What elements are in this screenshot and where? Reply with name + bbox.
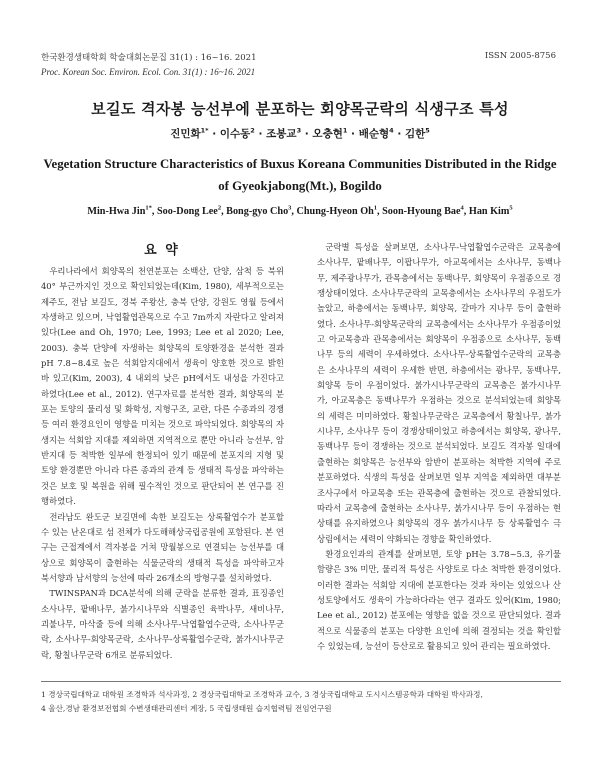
author-name: Chung-Hyeon Oh	[296, 206, 374, 217]
author-affiliation-mark: 5	[509, 204, 513, 212]
author-name: 배순형	[358, 128, 390, 140]
abstract-paragraph: 전라남도 완도군 보길면에 속한 보길도는 상록활엽수가 분포할 수 있는 난온대로 섬 전체가 다도해해상국립공원에 포함된다. 본 연구는 근접계에서 격자봉을 거쳐 망월봉으로 연결되는 능선부를 대상으로 회양목이 출현하는 식물군락의 생태적 특성을 파악하고자 북서향과 남서향의 능선에 따라 26개소의 방형구를 설치하였다.	[41, 511, 284, 583]
author-affiliation-mark: 5	[425, 126, 430, 135]
author-name: 조봉교	[266, 128, 297, 140]
author-name: Bong-gyo Cho	[226, 206, 289, 217]
author-name: 김한	[404, 128, 426, 140]
author-name: Soon-Hyoung Bae	[382, 206, 461, 217]
author-list-en: Min-Hwa Jin$^{1*}$, Soo-Dong Lee$^2$, Bong-gyo Cho$^3$, Chung-Hyeon Oh$^1$, Soon-Hyoung Bae$^4$, Han Kim$^5$	[87, 204, 513, 217]
author-affiliation-mark: 1	[342, 126, 348, 135]
footnotes	[41, 688, 561, 716]
author-list-ko: 진민화$^{1*}$ · 이수동$^2$ · 조봉교$^3$ · 오충현$^1$ · 배순형$^4$ · 김한$^5$	[170, 126, 430, 140]
author-affiliation-mark: 1	[373, 204, 378, 212]
journal-citation-en: Proc. Korean Soc. Environ. Ecol. Con. 31(1) : 16~16. 2021	[41, 67, 256, 77]
author-affiliation-mark: 1*	[145, 204, 152, 212]
author-name: 진민화	[170, 128, 201, 140]
paper-title-en: Vegetation Structure Characteristics of Buxus Koreana Communities Distributed in the Ridge of Gyeokjabong(Mt.), Bogildo	[43, 157, 557, 193]
author-affiliation-mark: 3	[288, 204, 292, 212]
issn: ISSN 2005-8756	[484, 51, 556, 61]
author-affiliation-mark: 3	[296, 126, 302, 135]
author-name: Han Kim	[468, 206, 510, 217]
footnote-divider	[41, 681, 561, 682]
author-affiliation-mark: 4	[460, 204, 464, 212]
author-name: 오충현	[312, 128, 343, 140]
footnote-affiliations: 4 울산,경남 환경보전협회 수변생태관리센터 계장, 5 국립생태원 습지협력팀 전임연구원	[41, 704, 332, 713]
abstract-paragraph: 우리나라에서 회양목의 천연분포는 소백산, 단양, 삼척 등 북위 40° 부근까지인 것으로 확인되었는데(Kim, 1980), 세부적으로는 제주도, 전남 보길도, 경북 주왕산, 충북 단양, 강원도 영월 등에서 자생하고 있으며, 낙엽활엽관목으로 수고 7m까지 자란다고 알려져 있다(Lee and Oh, 1970; Lee, 1993; Lee et al 2020; Lee, 2003). 충북 단양에 자생하는 회양목의 토양환경을 분석한 결과 pH 7.8~8.4로 높은 석회암지대에서 생육이 양호한 것으로 밝힌 바 있고(Kim, 2003), 4 내외의 낮은 pH에서도 내성을 가진다고 하였다(Lee et al., 2012). 연구자료를 분석한 결과, 회양목의 분포는 토양의 물리성 및 화학성, 지형구조, 교란, 다른 수종과의 경쟁 등 여러 환경요인이 영향을 미치는 것으로 파악되었다. 회양목의 자생지는 석회암 지대를 제외하면 지역적으로 뿐만 아니라 능선부, 암반지대 등 척박한 일부에 한정되어 있기 때문에 분포지의 지형 및 토양 환경뿐만 아니라 다른 종과의 관계 등 생태적 특성을 파악하는 것은 보호 및 복원을 위해 필수적인 것으로 판단되어 본 연구를 진행하였다.	[41, 266, 284, 507]
journal-citation-ko: 한국환경생태학회 학술대회논문집 31(1) : 16~16. 2021	[41, 53, 257, 63]
author-affiliation-mark: 2	[217, 204, 222, 212]
abstract-right-column	[317, 240, 561, 654]
abstract-paragraph: TWINSPAN과 DCA분석에 의해 군락을 분류한 결과, 표징종인 소사나무, 팥배나무, 붉가시나무와 식별종인 육박나무, 새비나무, 괴불나무, 마삭줄 등에 의해 소사나무-낙엽활엽수군락, 소사나무군락, 소사나무-회양목군락, 소사나무-상록활엽수군락, 붉가시나무군락, 황칠나무군락 6개로 분류되었다.	[41, 588, 284, 660]
author-affiliation-mark: 2	[250, 126, 255, 135]
author-affiliation-mark: 1*	[200, 126, 209, 135]
abstract-left-column	[41, 264, 284, 663]
author-affiliation-mark: 4	[389, 126, 394, 135]
abstract-paragraph: 환경요인과의 관계를 살펴보면, 토양 pH는 3.78~5.3, 유기물 함량은 3% 미만, 물리적 특성은 사양토로 다소 척박한 환경이었다. 이러한 결과는 석회암 지대에 분포한다는 것과 차이는 있었으나 산성토양에서도 생육이 가능하다라는 연구 결과도 있어(Kim, 1980; Lee et al., 2012) 분포에는 영향을 없을 것으로 판단되었다. 결과적으로 식물종의 분포는 다양한 요인에 의해 결정되는 것을 확인할 수 있었는데, 능선이 등산로로 활용되고 있어 관리는 필요하였다.	[317, 548, 561, 651]
abstract-heading: 요 약	[144, 243, 180, 258]
author-name: 이수동	[219, 128, 251, 140]
author-name: Min-Hwa Jin	[87, 206, 146, 217]
footnote-affiliations: 1 경상국립대학교 대학원 조경학과 석사과정, 2 경상국립대학교 조경학과 교수, 3 경상국립대학교 도시시스템공학과 대학원 박사과정,	[41, 690, 483, 699]
paper-title-ko: 보길도 격자봉 능선부에 분포하는 회양목군락의 식생구조 특성	[91, 100, 509, 118]
author-name: Soo-Dong Lee	[156, 206, 218, 217]
abstract-paragraph: 군락별 특성을 살펴보면, 소사나무-낙엽활엽수군락은 교목층에 소사나무, 팥배나무, 이팝나무가, 아교목에서는 소사나무, 동백나무, 제주광나무가, 관목층에서는 동백나무, 회양목이 우점종으로 경쟁상태이었다. 소사나무군락의 교목층에서는 소사나무의 우점도가 높았고, 하층에서는 동백나무, 회양목, 갈마가 지나무 등이 출현하였다. 소사나무-회양목군락의 교목층에서는 소사나무가 우점종이었고 아교목층과 관목층에서는 회양목이 우점종으로 소사나무, 동백나무 등의 세력이 우세하였다. 소사나무-상록활엽수군락의 교목층은 소사나무의 세력이 우세한 반면, 하층에서는 광나무, 동백나무, 회양목 등이 우점이었다. 붉가시나무군락의 교목층은 붉가시나무가, 아교목층은 동백나무가 우점하는 것으로 분석되었는데 회양목의 세력은 미미하였다. 황칠나무군락은 교목층에서 황칠나무, 붉가시나무, 소사나무 등이 경쟁상태이었고 하층에서는 회양목, 광나무, 동백나무 등이 경쟁하는 것으로 분석되었다. 보길도 격자봉 일대에 출현하는 회양목은 능선부와 암반이 분포하는 척박한 지역에 주로 분포하였다. 식생의 특성을 살펴보면 일부 지역을 제외하면 대부분 조사구에서 아교목층 또는 관목층에 출현하는 것으로 관찰되었다. 따라서 교목층에 출현하는 소사나무, 붉가시나무 등이 우점하는 현 상태를 유지하였으나 회양목의 경우 붉가시나무 등 상록활엽수 극상림에서는 세력이 약화되는 경향을 확인하였다.	[317, 242, 561, 544]
journal-header	[41, 51, 256, 79]
